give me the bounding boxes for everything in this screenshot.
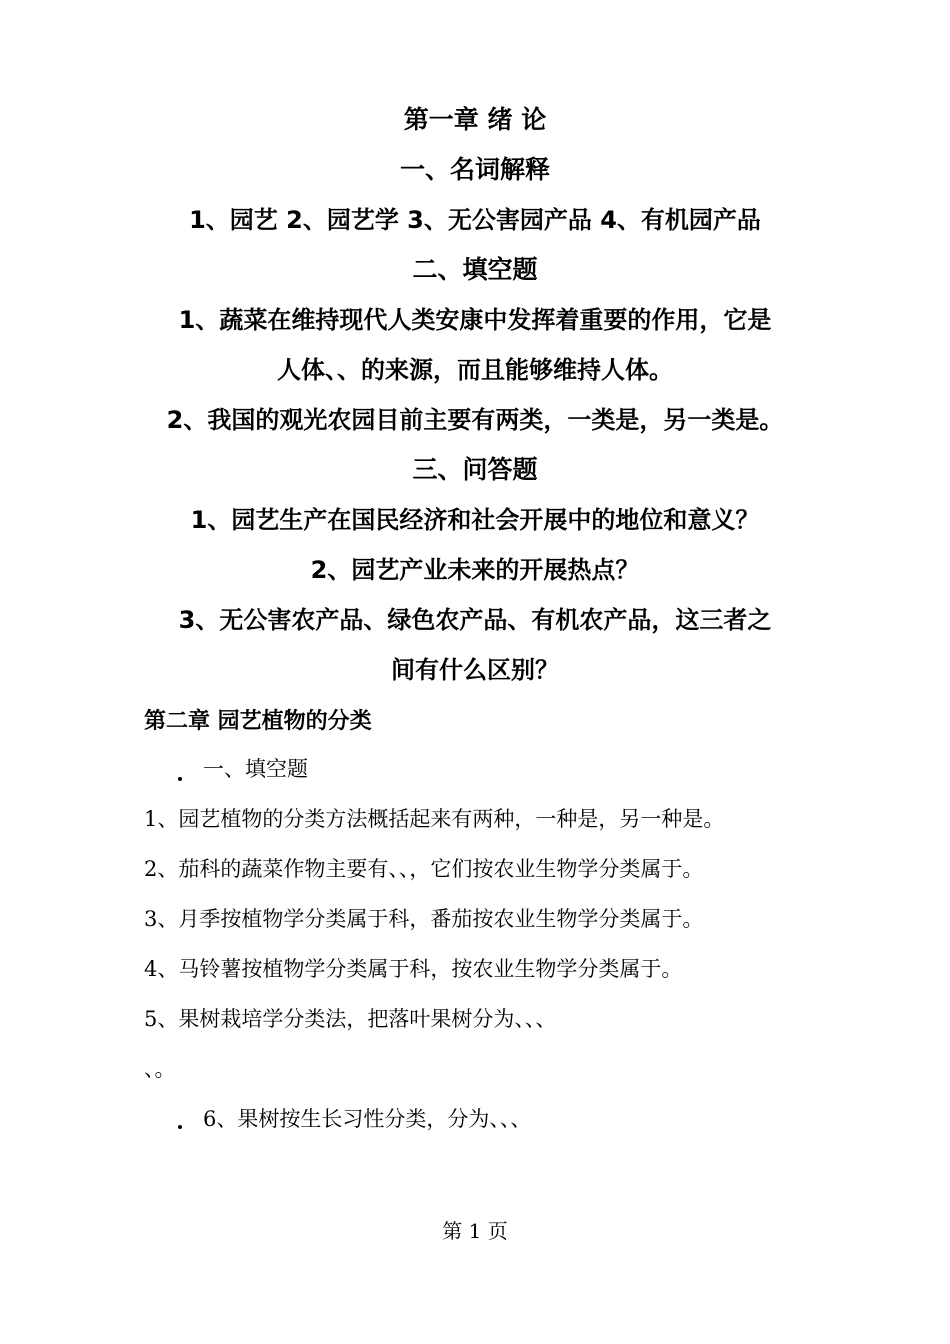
chapter2-q5-line2: 、。 (144, 1057, 176, 1081)
chapter1-section3-heading: 三、问答题 (412, 455, 538, 484)
chapter2-q6: 6、果树按生长习性分类，分为、、、 (203, 1107, 532, 1131)
chapter1-essay-q3-line1: 3、无公害农产品、绿色农产品、有机农产品，这三者之 (178, 606, 772, 634)
chapter1-essay-q3-line2: 间有什么区别？ (391, 656, 559, 684)
chapter1-section2-heading: 二、填空题 (412, 255, 538, 284)
chapter1-essay-q1: 1、园艺生产在国民经济和社会开展中的地位和意义？ (190, 506, 760, 534)
page-number: 第 1 页 (442, 1219, 508, 1243)
chapter2-q2: 2、茄科的蔬菜作物主要有、、，它们按农业生物学分类属于。 (144, 857, 704, 881)
chapter1-title: 第一章 绪 论 (403, 105, 547, 134)
chapter1-section1-heading: 一、名词解释 (399, 155, 550, 184)
chapter1-fill-q1-line2: 人体、、的来源，而且能够维持人体。 (277, 356, 673, 384)
bullet-dot (178, 1125, 182, 1129)
chapter1-essay-q2: 2、园艺产业未来的开展热点？ (310, 556, 640, 584)
chapter2-q5-line1: 5、果树栽培学分类法，把落叶果树分为、、、 (144, 1007, 557, 1031)
chapter2-title: 第二章 园艺植物的分类 (144, 709, 372, 734)
chapter1-terms-list: 1、园艺 2、园艺学 3、无公害园产品 4、有机园产品 (189, 206, 761, 234)
chapter2-q3: 3、月季按植物学分类属于科，番茄按农业生物学分类属于。 (144, 907, 704, 931)
bullet-dot (178, 777, 182, 781)
chapter2-q4: 4、马铃薯按植物学分类属于科，按农业生物学分类属于。 (144, 957, 683, 981)
chapter2-q1: 1、园艺植物的分类方法概括起来有两种，一种是，另一种是。 (144, 807, 725, 831)
chapter2-section1-heading: 一、填空题 (203, 757, 308, 781)
chapter1-fill-q1-line1: 1、蔬菜在维持现代人类安康中发挥着重要的作用，它是 (178, 306, 772, 334)
chapter1-fill-q2: 2、我国的观光农园目前主要有两类，一类是，另一类是。 (166, 406, 784, 434)
